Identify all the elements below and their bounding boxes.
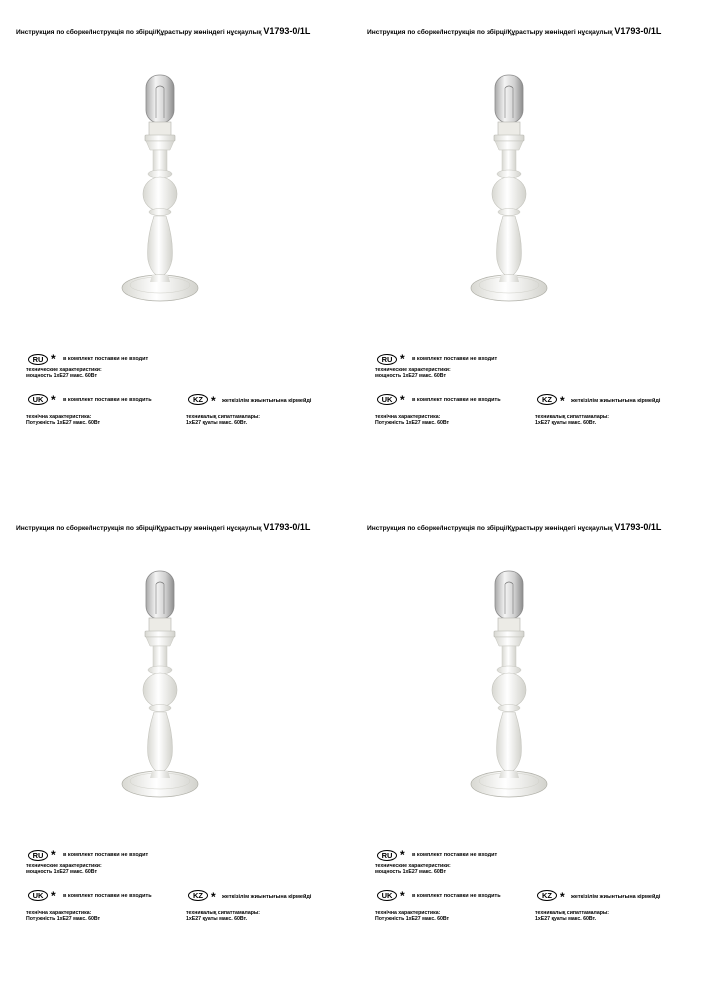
- star-icon: *: [560, 394, 565, 408]
- ru-flag-badge: RU: [377, 850, 397, 861]
- kz-flag-badge: KZ: [537, 394, 557, 405]
- ru-flag-badge: RU: [28, 354, 48, 365]
- uk-not-included-note: в комплект поставки не входить: [63, 397, 152, 403]
- page-title: Инструкция по сборке/Інструкція по збірці/Құрастыру жөніндегі нұсқаулық V1793-0/1L: [367, 522, 662, 532]
- star-icon: *: [51, 889, 56, 903]
- kz-spec: техникалық сипаттамалары: 1хE27 қуаты макс. 60Вт.: [535, 910, 610, 923]
- ru-flag-badge: RU: [28, 850, 48, 861]
- uk-spec: технічна характеристика: Потужність 1хE27 макс. 60Вт: [26, 910, 101, 923]
- kz-spec: техникалық сипаттамалары: 1хE27 қуаты макс. 60Вт.: [535, 414, 610, 427]
- kz-flag-badge: KZ: [188, 890, 208, 901]
- ru-not-included-note: в комплект поставки не входит: [412, 852, 498, 858]
- lamp-image: [110, 566, 210, 806]
- uk-flag-badge: UK: [377, 890, 397, 901]
- kz-not-included-note: жеткізілім жиынтығына кірмейді: [571, 894, 661, 900]
- uk-flag-badge: UK: [28, 890, 48, 901]
- uk-spec: технічна характеристика: Потужність 1хE27 макс. 60Вт: [375, 414, 450, 427]
- star-icon: *: [400, 352, 405, 366]
- uk-spec: технічна характеристика: Потужність 1хE27 макс. 60Вт: [26, 414, 101, 427]
- ru-flag-badge: RU: [377, 354, 397, 365]
- kz-spec: техникалық сипаттамалары: 1хE27 қуаты макс. 60Вт.: [186, 414, 261, 427]
- instruction-panel: [354, 0, 707, 494]
- kz-spec: техникалық сипаттамалары: 1хE27 қуаты макс. 60Вт.: [186, 910, 261, 923]
- ru-spec: технические характеристики: мощность 1хE27 макс. 60Вт: [375, 863, 451, 876]
- lamp-image: [459, 566, 559, 806]
- kz-flag-badge: KZ: [537, 890, 557, 901]
- ru-not-included-note: в комплект поставки не входит: [63, 356, 149, 362]
- star-icon: *: [400, 393, 405, 407]
- lamp-image: [459, 70, 559, 310]
- star-icon: *: [400, 889, 405, 903]
- uk-not-included-note: в комплект поставки не входить: [63, 893, 152, 899]
- kz-flag-badge: KZ: [188, 394, 208, 405]
- instruction-panel: [0, 0, 353, 494]
- instruction-panel: [354, 496, 707, 990]
- page-title: Инструкция по сборке/Інструкція по збірці/Құрастыру жөніндегі нұсқаулық V1793-0/1L: [16, 26, 311, 36]
- star-icon: *: [211, 394, 216, 408]
- kz-not-included-note: жеткізілім жиынтығына кірмейді: [222, 398, 312, 404]
- star-icon: *: [211, 890, 216, 904]
- page-title: Инструкция по сборке/Інструкція по збірці/Құрастыру жөніндегі нұсқаулық V1793-0/1L: [16, 522, 311, 532]
- uk-not-included-note: в комплект поставки не входить: [412, 893, 501, 899]
- instruction-panel: [0, 496, 353, 990]
- star-icon: *: [51, 848, 56, 862]
- uk-flag-badge: UK: [377, 394, 397, 405]
- page-title: Инструкция по сборке/Інструкція по збірці/Құрастыру жөніндегі нұсқаулық V1793-0/1L: [367, 26, 662, 36]
- lamp-image: [110, 70, 210, 310]
- star-icon: *: [560, 890, 565, 904]
- uk-flag-badge: UK: [28, 394, 48, 405]
- kz-not-included-note: жеткізілім жиынтығына кірмейді: [222, 894, 312, 900]
- uk-not-included-note: в комплект поставки не входить: [412, 397, 501, 403]
- ru-spec: технические характеристики: мощность 1хE27 макс. 60Вт: [26, 367, 102, 380]
- star-icon: *: [400, 848, 405, 862]
- ru-not-included-note: в комплект поставки не входит: [412, 356, 498, 362]
- uk-spec: технічна характеристика: Потужність 1хE27 макс. 60Вт: [375, 910, 450, 923]
- kz-not-included-note: жеткізілім жиынтығына кірмейді: [571, 398, 661, 404]
- ru-spec: технические характеристики: мощность 1хE27 макс. 60Вт: [375, 367, 451, 380]
- star-icon: *: [51, 393, 56, 407]
- ru-spec: технические характеристики: мощность 1хE27 макс. 60Вт: [26, 863, 102, 876]
- ru-not-included-note: в комплект поставки не входит: [63, 852, 149, 858]
- star-icon: *: [51, 352, 56, 366]
